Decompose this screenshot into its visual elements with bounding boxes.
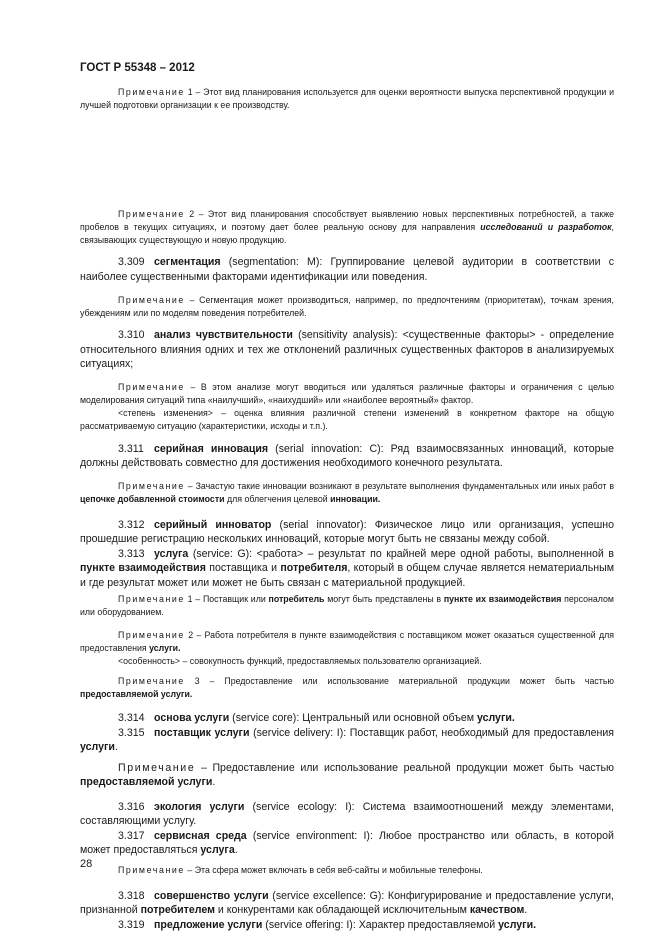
bold-term: основа услуги	[154, 712, 230, 724]
bold-term: услуги.	[498, 918, 537, 931]
term-definition: 3.309 сегментация (segmentation: M): Группирование целевой аудитории в соответствии с наиболее существенными факторами идентификации или поведения.	[80, 256, 614, 283]
bold-term: поставщик услуги	[154, 726, 250, 739]
bold-term: потребителем	[140, 904, 215, 916]
bold-term: предложение услуги	[154, 918, 263, 931]
term-number: 3.315	[118, 726, 145, 739]
note-label: Примечание	[118, 594, 185, 604]
bold-term: услуги	[80, 741, 115, 753]
note-paragraph: Примечание 2 – Работа потребителя в пункте взаимодействия с поставщиком может оказаться существенной для предоставления услуги.	[80, 630, 614, 653]
document-body	[80, 86, 614, 932]
term-number: 3.316	[118, 800, 145, 813]
term-number: 3.318	[118, 889, 145, 902]
bold-term: серийный инноватор	[154, 518, 272, 531]
note-continuation: <особенность> – совокупность функций, предоставляемых пользователю организацией.	[118, 656, 482, 666]
term-note: Примечание – Предоставление или использование реальной продукции может быть частью предоставляемой услуги.	[80, 761, 614, 788]
page-number: 28	[80, 858, 93, 870]
note-paragraph: Примечание 1 – Поставщик или потребитель могут быть представлены в пункте их взаимодействия персоналом или оборудованием.	[80, 594, 614, 617]
bold-term: анализ чувствительности	[154, 329, 293, 341]
note-label: Примечание	[118, 864, 185, 875]
note-paragraph: Примечание – Сегментация может производиться, например, по предпочтениям (приоритетам), точкам зрения, убеждениям или по моделям поведения потребителей.	[80, 295, 614, 318]
note-paragraph: Примечание 2 – Этот вид планирования способствует выявлению новых перспективных потребностей, а также пробелов в текущих ситуациях, и поэтому дает более реальную основу для направления исследований и разработок, связывающих существующую и новую продукцию.	[80, 209, 614, 245]
term-number: 3.313	[118, 547, 145, 560]
term-number: 3.311	[118, 442, 144, 455]
bold-term: исследований и разработок	[480, 222, 612, 232]
term-number: 3.309	[118, 256, 145, 268]
bold-term: потребителя	[280, 562, 348, 574]
note-label: Примечание	[118, 295, 185, 305]
term-definition: 3.315 поставщик услуги (service delivery: I): Поставщик работ, необходимый для предоставления услуги.	[80, 726, 614, 753]
note-label: Примечание	[118, 381, 185, 392]
term-definition: 3.319 предложение услуги (service offering: I): Характер предоставляемой услуги.	[118, 918, 537, 931]
note-paragraph: Примечание 3 – Предоставление или использование материальной продукции может быть частью предоставляемой услуги.	[80, 676, 614, 699]
document-header: ГОСТ Р 55348 – 2012	[80, 62, 195, 74]
note-paragraph: Примечание – Эта сфера может включать в себя веб-сайты и мобильные телефоны.	[118, 864, 483, 875]
note-paragraph: Примечание 1 – Этот вид планирования используется для оценки вероятности выпуска перспективной продукции и лучшей подготовки организации к ее производству.	[80, 87, 614, 110]
bold-term: услуги.	[149, 643, 181, 653]
bold-term: инновации.	[330, 493, 381, 504]
note-label: Примечание	[118, 676, 185, 686]
bold-term: услуга	[154, 547, 189, 560]
term-definition: 3.316 экология услуги (service ecology: I): Система взаимоотношений между элементами, составляющими услугу.	[80, 800, 614, 827]
term-definition: 3.317 сервисная среда (service environment: I): Любое пространство или область, в которой может предоставляться услуга.	[80, 829, 614, 856]
note-label: Примечание	[118, 209, 185, 219]
term-definition: 3.318 совершенство услуги (service excellence: G): Конфигурирование и предоставление услуги, признанной потребителем и конкурентами как обладающей исключительным качеством.	[80, 889, 614, 916]
note-paragraph: Примечание – В этом анализе могут вводиться или удаляться различные факторы и ограничения с целью моделирования ситуаций типа «наилучший», «наихудший» или «наиболее вероятный» фактор.	[80, 381, 614, 405]
term-number: 3.319	[118, 918, 145, 931]
bold-term: сегментация	[154, 256, 221, 268]
bold-term: предоставляемой услуги.	[80, 689, 193, 699]
term-definition: 3.312 серийный инноватор (serial innovator): Физическое лицо или организация, успешно прошедшие регистрацию нескольких инноваций, которые могут быть не связаны между собой.	[80, 518, 614, 545]
note-label: Примечание	[118, 87, 185, 97]
note-paragraph: Примечание – Зачастую такие инновации возникают в результате выполнения фундаментальных или иных работ в цепочке добавленной стоимости для облегчения целевой инновации.	[80, 480, 614, 504]
bold-term: цепочке добавленной стоимости	[80, 493, 225, 504]
note-label: Примечание	[118, 630, 185, 640]
bold-term: пункте их взаимодействия	[443, 594, 562, 604]
bold-term: серийная инновация	[154, 442, 269, 455]
bold-term: потребитель	[268, 594, 325, 604]
bold-term: пункте взаимодействия	[80, 562, 206, 574]
term-number: 3.314	[118, 712, 145, 724]
term-number: 3.312	[118, 518, 145, 531]
term-definition: 3.313 услуга (service: G): <работа> – результат по крайней мере одной работы, выполненной в пункте взаимодействия поставщика и потребителя, который в общем случае является нематериальным и где результат может или может не быть связан с материальной продукцией.	[80, 547, 614, 589]
bold-term: сервисная среда	[154, 829, 247, 842]
note-label: Примечание	[118, 480, 185, 491]
bold-term: услуга	[200, 844, 235, 856]
note-continuation: <степень изменения> – оценка влияния различной степени изменений в конкретном факторе на общую рассматриваемую ситуацию (характеристики, исходы и т.п.).	[80, 407, 614, 431]
bold-term: предоставляемой услуги	[80, 776, 213, 788]
term-definition: 3.310 анализ чувствительности (sensitivity analysis): <существенные факторы> - определение относительного влияния одних и тех же отклонений различных существенных факторов в анализируемых ситуациях;	[80, 329, 614, 370]
bold-term: совершенство услуги	[154, 889, 269, 902]
term-definition: 3.311 серийная инновация (serial innovation: C): Ряд взаимосвязанных инноваций, которые должны действовать совместно для достижения необходимого конечного результата.	[80, 442, 614, 469]
bold-term: услуги.	[476, 712, 515, 724]
note-label: Примечание	[118, 761, 196, 774]
bold-term: экология услуги	[154, 800, 245, 813]
bold-term: качеством	[469, 904, 525, 916]
term-definition: 3.314 основа услуги (service core): Центральный или основной объем услуги.	[118, 712, 515, 724]
term-number: 3.310	[118, 329, 145, 341]
term-number: 3.317	[118, 829, 145, 842]
